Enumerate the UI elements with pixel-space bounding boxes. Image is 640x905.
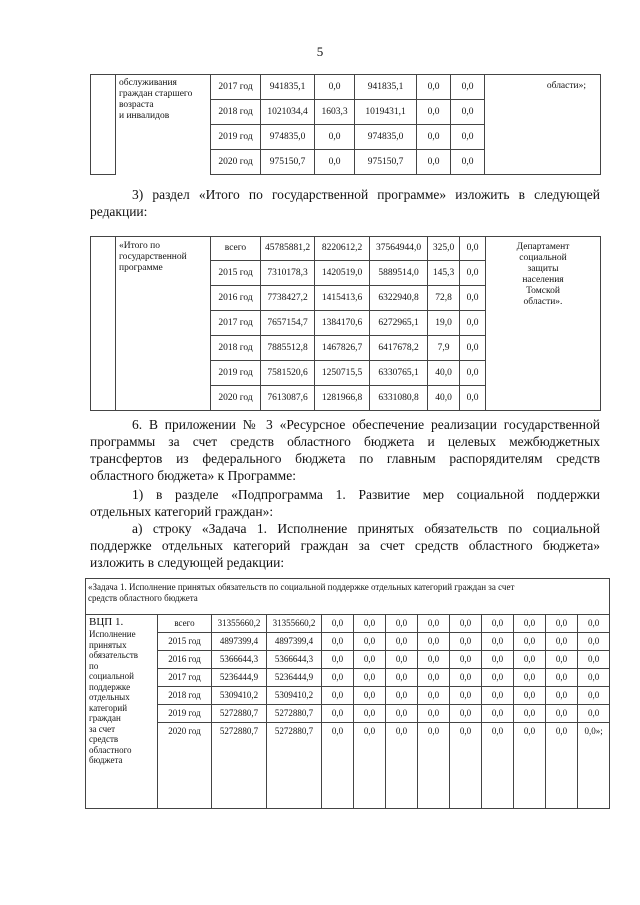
text-line: программы за счет средств областного бюджета и целевых межбюджетных [90,434,600,449]
value-cell: 6322940,8 [370,286,428,311]
value-cell: 1420519,0 [315,261,370,286]
label-title: ВЦП 1. [89,616,124,628]
value-cell: 0,0»; [578,723,610,809]
value-cell: 0,0 [546,615,578,633]
responsible-line: населения [522,275,564,285]
responsible-line: Департамент [516,242,570,252]
label-line: обслуживания [119,78,177,88]
value-cell: 0,0 [354,687,386,705]
value-cell: 6330765,1 [370,361,428,386]
value-cell: 0,0 [460,237,486,261]
value-cell: 325,0 [428,237,460,261]
value-cell: 0,0 [386,669,418,687]
value-cell: 0,0 [460,361,486,386]
value-cell: 0,0 [322,669,354,687]
year-cell: 2018 год [211,336,261,361]
value-cell: 0,0 [450,651,482,669]
value-cell: 0,0 [322,633,354,651]
value-cell: 0,0 [450,705,482,723]
responsible-line: социальной [519,253,567,263]
value-cell: 0,0 [418,669,450,687]
value-cell: 0,0 [418,651,450,669]
label-line: граждан старшего [119,89,193,99]
value-cell: 7581520,6 [261,361,315,386]
year-cell: 2020 год [211,150,261,175]
value-cell: 1603,3 [315,100,355,125]
value-cell: 0,0 [315,75,355,100]
value-cell: 7885512,8 [261,336,315,361]
value-cell: 5272880,7 [212,723,267,809]
row-label [116,75,211,175]
value-cell: 0,0 [417,150,451,175]
value-cell: 19,0 [428,311,460,336]
value-cell: 0,0 [482,669,514,687]
value-cell: 0,0 [386,615,418,633]
text-line: 1) в разделе «Подпрограмма 1. Развитие мер социальной поддержки [132,487,600,502]
value-cell: 0,0 [460,386,486,411]
value-cell: 6417678,2 [370,336,428,361]
value-cell: 0,0 [354,615,386,633]
value-cell: 0,0 [418,633,450,651]
year-cell: 2019 год [211,361,261,386]
year-cell: 2016 год [158,651,212,669]
value-cell: 0,0 [417,100,451,125]
value-cell: 0,0 [514,669,546,687]
value-cell: 0,0 [354,633,386,651]
value-cell: 0,0 [460,286,486,311]
empty-cell [91,75,116,175]
value-cell: 0,0 [578,705,610,723]
value-cell: 0,0 [450,615,482,633]
value-cell: 0,0 [514,687,546,705]
value-cell: 37564944,0 [370,237,428,261]
value-cell: 31355660,2 [267,615,322,633]
year-cell: 2017 год [211,75,261,100]
value-cell: 7,9 [428,336,460,361]
value-cell: 7738427,2 [261,286,315,311]
value-cell: 0,0 [315,125,355,150]
responsible-line: области». [523,297,563,307]
value-cell: 6331080,8 [370,386,428,411]
row-label [86,615,158,809]
label-line: бюджета [89,755,123,765]
value-cell: 0,0 [460,311,486,336]
text-line: поддержке отдельных категорий граждан за счет средств областного бюджета» [90,538,600,553]
value-cell: 0,0 [386,651,418,669]
value-cell: 975150,7 [261,150,315,175]
value-cell: 0,0 [418,615,450,633]
label-line: средств [89,734,119,744]
value-cell: 941835,1 [261,75,315,100]
value-cell: 0,0 [578,669,610,687]
value-cell: 0,0 [450,633,482,651]
value-cell: 0,0 [322,723,354,809]
value-cell: 0,0 [482,615,514,633]
task-header-line: средств областного бюджета [88,592,198,603]
value-cell: 1021034,4 [261,100,315,125]
value-cell: 0,0 [315,150,355,175]
value-cell: 145,3 [428,261,460,286]
value-cell: 7613087,6 [261,386,315,411]
value-cell: 0,0 [354,669,386,687]
value-cell: 0,0 [450,687,482,705]
paragraph-6 [90,416,600,484]
value-cell: 0,0 [354,705,386,723]
value-cell: 0,0 [482,723,514,809]
value-cell: 0,0 [354,651,386,669]
label-line: и инвалидов [119,111,170,121]
value-cell: 0,0 [482,687,514,705]
value-cell: 0,0 [514,651,546,669]
row-label [116,237,211,411]
page-number: 5 [316,44,324,59]
empty-cell [91,237,116,411]
task-header [86,579,610,615]
value-cell: 5236444,9 [212,669,267,687]
text-line: трансфертов из федерального бюджета по главным распорядителям средств [90,451,600,466]
label-line: Исполнение [89,629,136,639]
year-cell: 2019 год [211,125,261,150]
value-cell: 0,0 [417,75,451,100]
label-line: социальной [89,671,134,681]
table-subprogram-continuation [90,74,601,175]
value-cell: 0,0 [578,633,610,651]
value-cell: 0,0 [451,150,485,175]
value-cell: 0,0 [386,687,418,705]
value-cell: 0,0 [322,615,354,633]
value-cell: 72,8 [428,286,460,311]
label-line: принятых [89,639,127,650]
value-cell: 0,0 [482,705,514,723]
year-cell: 2018 год [158,687,212,705]
value-cell: 0,0 [451,125,485,150]
value-cell: 0,0 [322,705,354,723]
value-cell: 0,0 [417,125,451,150]
value-cell: 5236444,9 [267,669,322,687]
responsible-cell [486,237,601,411]
value-cell: 0,0 [546,687,578,705]
year-cell: 2015 год [211,261,261,286]
value-cell: 0,0 [546,651,578,669]
value-cell: 5889514,0 [370,261,428,286]
text-line: областного бюджета» к Программе: [90,468,296,483]
value-cell: 4897399,4 [212,633,267,651]
responsible-line: защиты [527,264,559,274]
value-cell: 0,0 [514,723,546,809]
year-cell: 2018 год [211,100,261,125]
value-cell: 0,0 [514,633,546,651]
table-task-1 [85,578,610,809]
value-cell: 0,0 [546,669,578,687]
text-line: а) строку «Задача 1. Исполнение принятых обязательств по социальной [132,521,600,536]
value-cell: 5366644,3 [212,651,267,669]
value-cell: 974835,0 [355,125,417,150]
year-cell: 2019 год [158,705,212,723]
value-cell: 5272880,7 [212,705,267,723]
value-cell: 0,0 [418,687,450,705]
value-cell: 0,0 [578,687,610,705]
label-line: «Итого по [119,241,161,251]
year-cell: 2017 год [211,311,261,336]
label-line: за счет [89,723,116,734]
responsible-cell: области»; [485,75,601,175]
value-cell: 0,0 [386,723,418,809]
value-cell: 0,0 [451,75,485,100]
value-cell: 8220612,2 [315,237,370,261]
value-cell: 0,0 [578,651,610,669]
value-cell: 5366644,3 [267,651,322,669]
value-cell: 0,0 [386,705,418,723]
label-line: отдельных [89,692,130,702]
label-line: категорий [89,702,128,713]
year-cell: 2017 год [158,669,212,687]
value-cell: 6272965,1 [370,311,428,336]
label-line: по [89,660,99,671]
value-cell: 1384170,6 [315,311,370,336]
value-cell: 1415413,6 [315,286,370,311]
paragraph-a [90,520,600,571]
paragraph-1 [90,486,600,520]
label-line: возраста [119,100,154,110]
value-cell: 974835,0 [261,125,315,150]
year-cell: всего [211,237,261,261]
value-cell: 0,0 [418,705,450,723]
value-cell: 975150,7 [355,150,417,175]
label-line: программе [119,263,163,273]
paragraph-3: 3) раздел «Итого по государственной программе» изложить в следующей редакции: [90,187,600,219]
value-cell: 0,0 [482,633,514,651]
value-cell: 0,0 [322,687,354,705]
label-line: государственной [119,252,187,262]
value-cell: 5309410,2 [267,687,322,705]
text-line: отдельных категорий граждан»: [90,504,274,519]
year-cell: 2015 год [158,633,212,651]
label-line: областного [89,744,132,755]
task-header-line: «Задача 1. Исполнение принятых обязательств по социальной поддержке отдельных категорий граждан за счет [88,582,515,592]
value-cell: 0,0 [514,705,546,723]
label-line: поддержке [89,681,131,692]
value-cell: 40,0 [428,361,460,386]
value-cell: 5272880,7 [267,723,322,809]
label-line: граждан [89,713,121,723]
value-cell: 7657154,7 [261,311,315,336]
value-cell: 941835,1 [355,75,417,100]
value-cell: 7310178,3 [261,261,315,286]
value-cell: 1250715,5 [315,361,370,386]
value-cell: 0,0 [322,651,354,669]
value-cell: 0,0 [482,651,514,669]
value-cell: 5272880,7 [267,705,322,723]
text-line: 6. В приложении № 3 «Ресурсное обеспечение реализации государственной [132,417,600,432]
value-cell: 0,0 [354,723,386,809]
value-cell: 0,0 [460,261,486,286]
table-program-total [90,236,601,411]
responsible-line: Томской [526,286,560,296]
text-line: изложить в следующей редакции: [90,555,285,570]
value-cell: 0,0 [514,615,546,633]
value-cell: 1281966,8 [315,386,370,411]
value-cell: 0,0 [418,723,450,809]
value-cell: 1019431,1 [355,100,417,125]
year-cell: 2020 год [211,386,261,411]
value-cell: 31355660,2 [212,615,267,633]
label-line: обязательств [89,650,139,660]
value-cell: 0,0 [546,633,578,651]
value-cell: 0,0 [578,615,610,633]
value-cell: 4897399,4 [267,633,322,651]
value-cell: 5309410,2 [212,687,267,705]
value-cell: 0,0 [450,723,482,809]
value-cell: 0,0 [460,336,486,361]
value-cell: 1467826,7 [315,336,370,361]
year-cell: 2020 год [158,723,212,809]
value-cell: 40,0 [428,386,460,411]
value-cell: 0,0 [546,705,578,723]
value-cell: 0,0 [451,100,485,125]
value-cell: 45785881,2 [261,237,315,261]
value-cell: 0,0 [386,633,418,651]
value-cell: 0,0 [450,669,482,687]
year-cell: 2016 год [211,286,261,311]
value-cell: 0,0 [546,723,578,809]
year-cell: всего [158,615,212,633]
